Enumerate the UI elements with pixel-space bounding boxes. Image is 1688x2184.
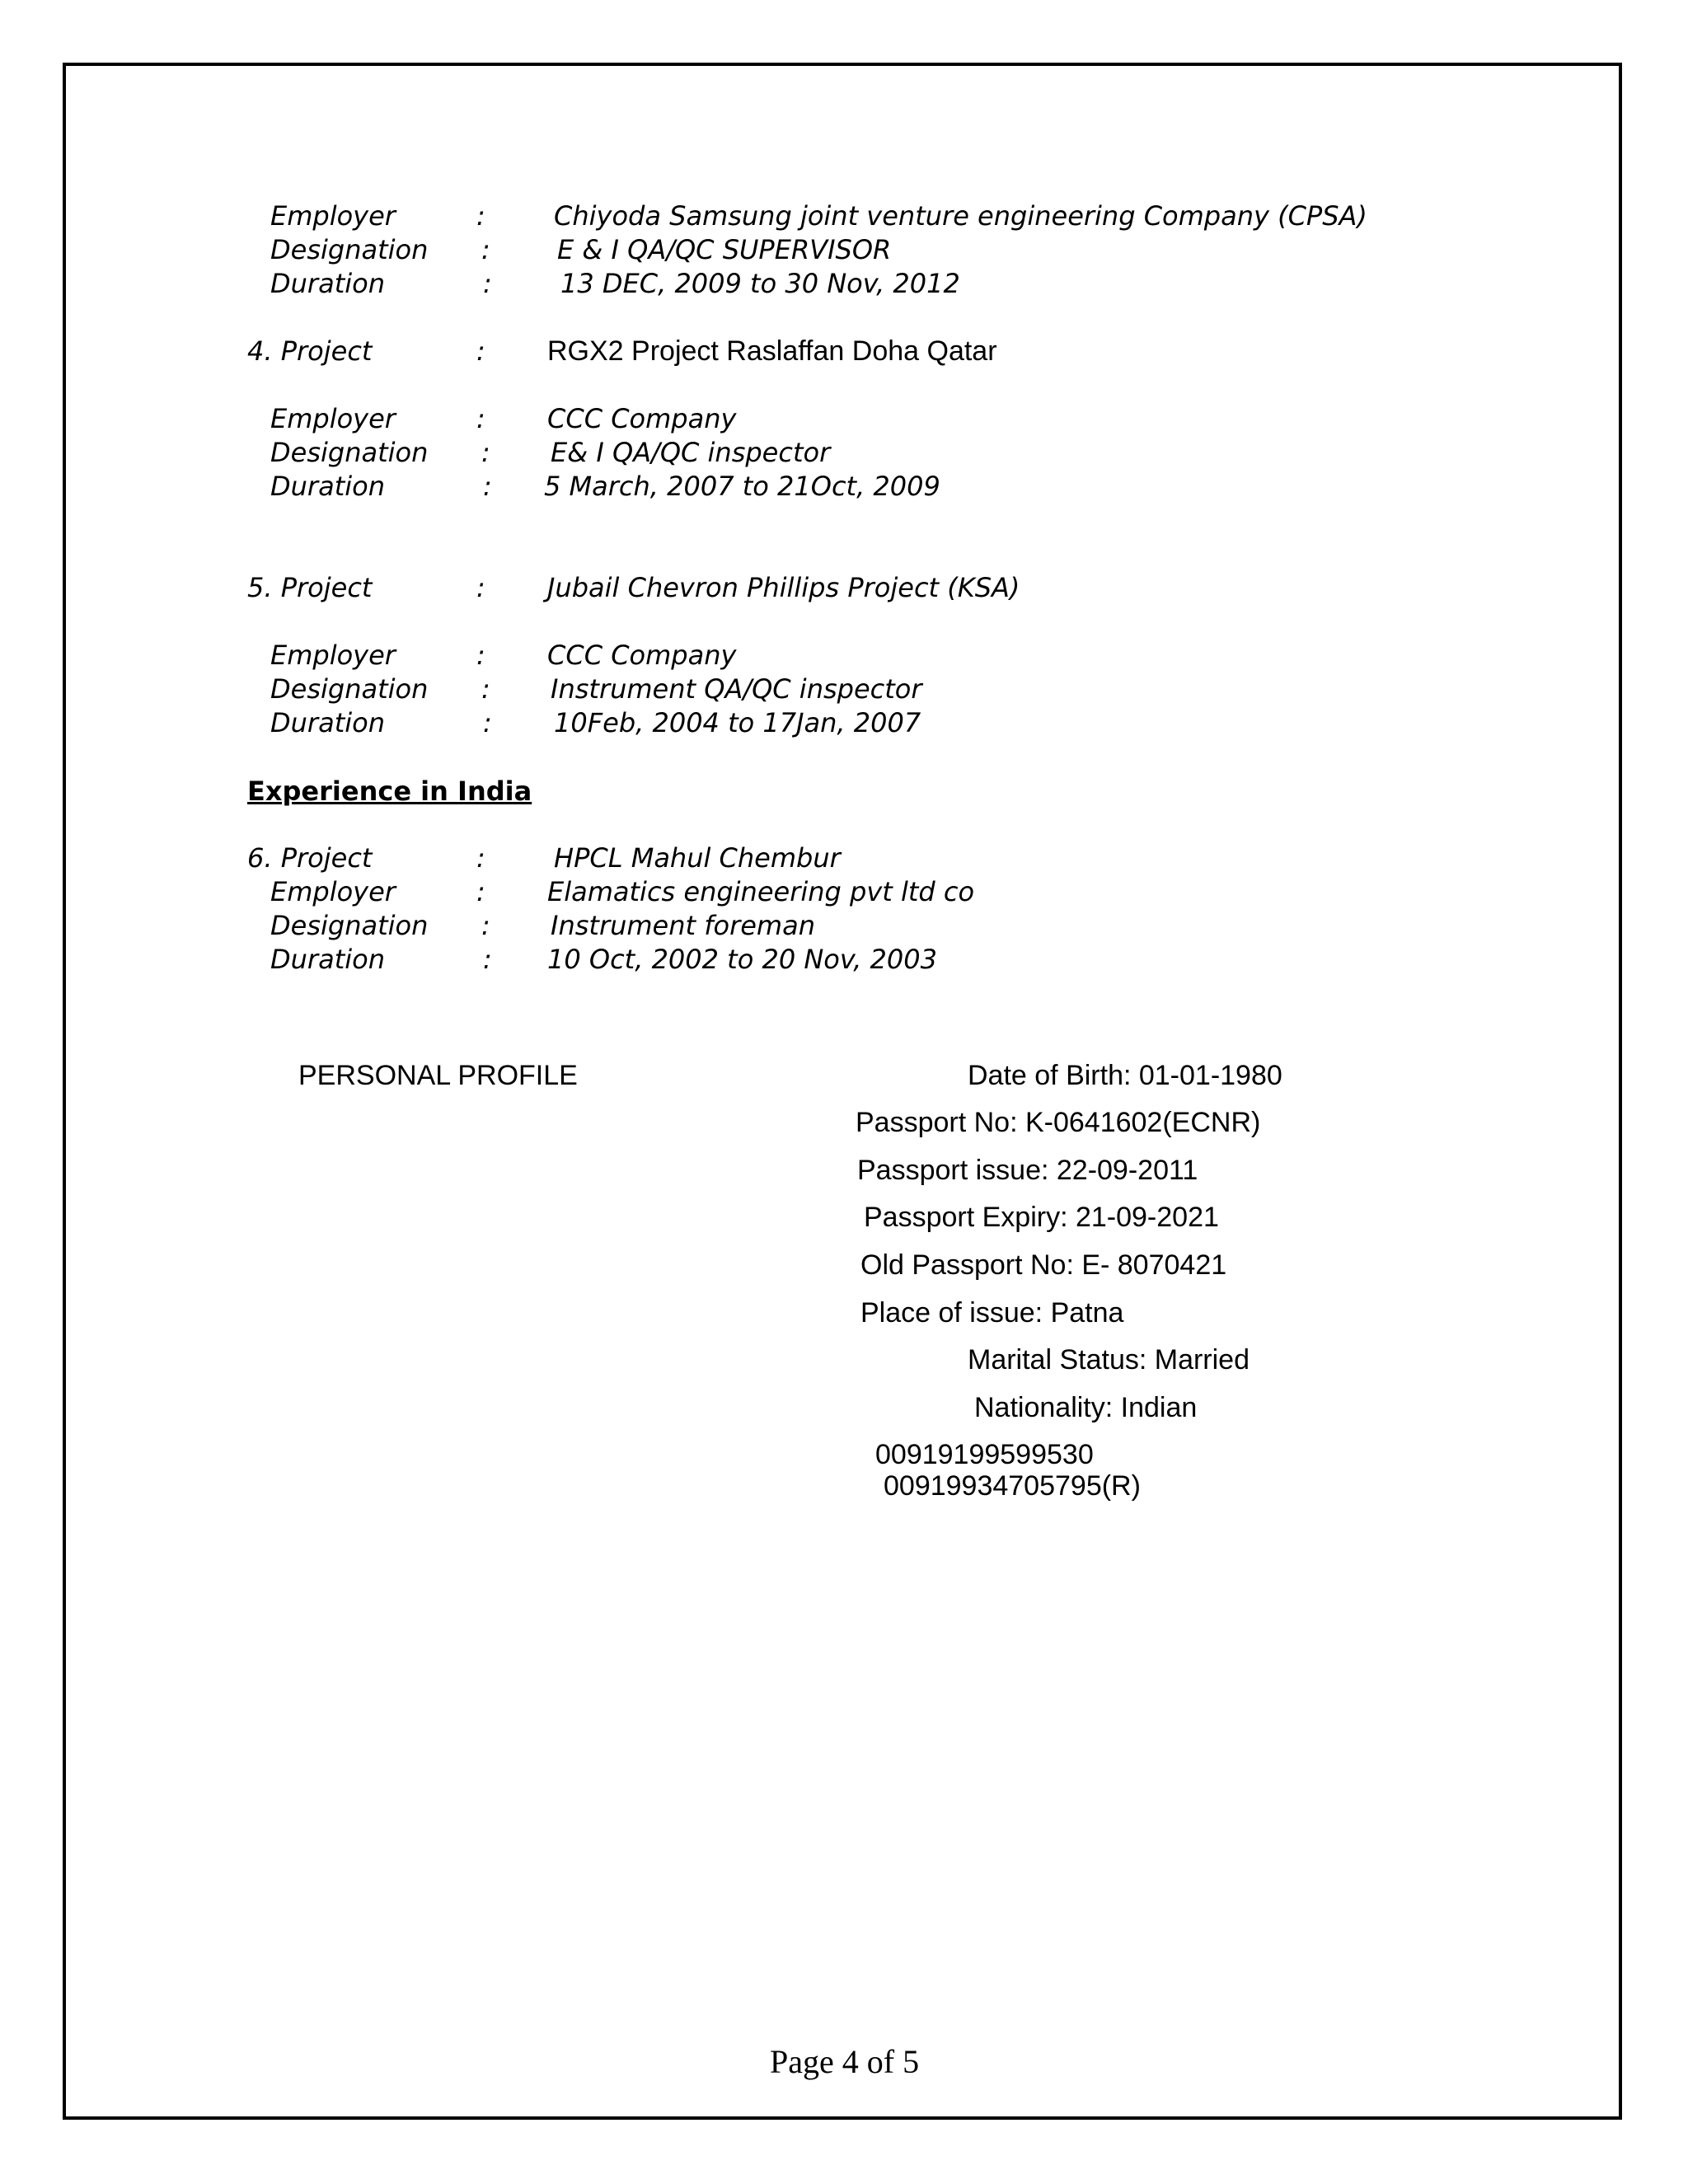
designation-value: E& I QA/QC inspector bbox=[551, 437, 831, 468]
project-label: 4. Project bbox=[247, 335, 373, 367]
duration-label: Duration bbox=[270, 471, 385, 502]
passport-expiry: Passport Expiry: 21-09-2021 bbox=[864, 1202, 1219, 1233]
separator: : bbox=[476, 876, 485, 907]
separator: : bbox=[483, 268, 492, 299]
employer-value: CCC Company bbox=[547, 640, 737, 671]
separator: : bbox=[476, 200, 485, 232]
separator: : bbox=[481, 673, 490, 705]
project-label: 5. Project bbox=[247, 572, 373, 603]
separator: : bbox=[476, 640, 485, 671]
duration-label: Duration bbox=[270, 944, 385, 975]
duration-value: 10Feb, 2004 to 17Jan, 2007 bbox=[554, 707, 921, 738]
employer-label: Employer bbox=[270, 640, 396, 671]
separator: : bbox=[476, 842, 485, 874]
passport-issue: Passport issue: 22-09-2011 bbox=[857, 1155, 1198, 1186]
project-value: HPCL Mahul Chembur bbox=[554, 842, 841, 874]
separator: : bbox=[481, 437, 490, 468]
place-of-issue: Place of issue: Patna bbox=[860, 1297, 1124, 1329]
duration-label: Duration bbox=[270, 707, 385, 738]
designation-value: E & I QA/QC SUPERVISOR bbox=[557, 234, 892, 265]
passport-number: Passport No: K-0641602(ECNR) bbox=[856, 1107, 1261, 1138]
duration-value: 10 Oct, 2002 to 20 Nov, 2003 bbox=[547, 944, 937, 975]
marital-status: Marital Status: Married bbox=[968, 1344, 1250, 1376]
designation-value: Instrument QA/QC inspector bbox=[551, 673, 922, 705]
project-label: 6. Project bbox=[247, 842, 373, 874]
separator: : bbox=[481, 910, 490, 941]
profile-heading: PERSONAL PROFILE bbox=[298, 1060, 578, 1091]
nationality: Nationality: Indian bbox=[974, 1392, 1198, 1423]
separator: : bbox=[483, 707, 492, 738]
employer-value: Elamatics engineering pvt ltd co bbox=[547, 876, 975, 907]
project-value: Jubail Chevron Phillips Project (KSA) bbox=[547, 572, 1020, 603]
duration-value: 5 March, 2007 to 21Oct, 2009 bbox=[544, 471, 940, 502]
page-border bbox=[63, 63, 1622, 2120]
designation-label: Designation bbox=[270, 673, 429, 705]
employer-value: CCC Company bbox=[547, 403, 737, 434]
page-number: Page 4 of 5 bbox=[770, 2043, 920, 2080]
phone-number-residence: 00919934705795(R) bbox=[884, 1470, 1141, 1502]
date-of-birth: Date of Birth: 01-01-1980 bbox=[968, 1060, 1282, 1091]
separator: : bbox=[481, 234, 490, 265]
duration-value: 13 DEC, 2009 to 30 Nov, 2012 bbox=[560, 268, 960, 299]
phone-number: 00919199599530 bbox=[875, 1439, 1094, 1470]
separator: : bbox=[483, 471, 492, 502]
designation-value: Instrument foreman bbox=[551, 910, 815, 941]
designation-label: Designation bbox=[270, 910, 429, 941]
employer-label: Employer bbox=[270, 403, 396, 434]
section-heading: Experience in India bbox=[247, 776, 532, 807]
employer-label: Employer bbox=[270, 876, 396, 907]
designation-label: Designation bbox=[270, 234, 429, 265]
employer-label: Employer bbox=[270, 200, 396, 232]
employer-value: Chiyoda Samsung joint venture engineering Company (CPSA) bbox=[554, 200, 1367, 232]
duration-label: Duration bbox=[270, 268, 385, 299]
separator: : bbox=[476, 403, 485, 434]
designation-label: Designation bbox=[270, 437, 429, 468]
separator: : bbox=[476, 335, 485, 367]
separator: : bbox=[476, 572, 485, 603]
old-passport-number: Old Passport No: E- 8070421 bbox=[860, 1249, 1227, 1281]
separator: : bbox=[483, 944, 492, 975]
project-value: RGX2 Project Raslaffan Doha Qatar bbox=[547, 335, 997, 367]
